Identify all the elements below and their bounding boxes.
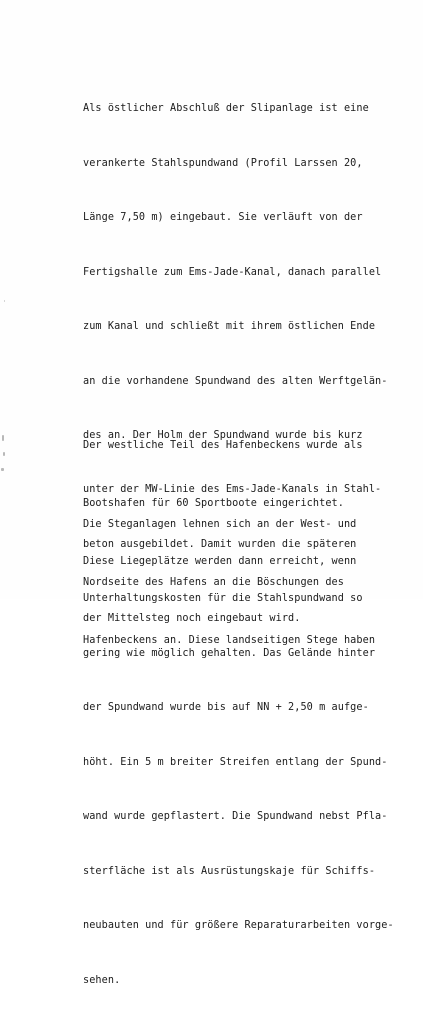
text-line: Länge 7,50 m) eingebaut. Sie verläuft von der [83,212,363,224]
text-line: gering wie möglich gehalten. Das Gelände hinter [83,647,376,659]
text-line: Fertigshalle zum Ems-Jade-Kanal, danach parallel [83,266,382,278]
text-line: Hafenbeckens an. Diese landseitigen Stege haben [83,634,376,646]
text-line: Der westliche Teil des Hafenbeckens wurde als [83,440,363,452]
text-line: höht. Ein 5 m breiter Streifen entlang der Spund- [83,756,388,768]
text-line: wand wurde gepflastert. Die Spundwand nebst Pfla- [83,811,388,823]
text-line: an die vorhandene Spundwand des alten Werftgelän- [83,375,388,387]
text-line: sterfläche ist als Ausrüstungskaje für Schiffs- [83,865,376,877]
text-line: sehen. [83,974,121,986]
text-line: Die Steganlagen lehnen sich an der West- und [83,519,357,531]
text-line: Bootshafen für 60 Sportboote eingerichtet. [83,498,344,509]
text-line: verankerte Stahlspundwand (Profil Larssen 20, [83,157,363,169]
text-line: neubauten und für größere Reparaturarbeiten vorge- [83,920,394,932]
text-line: Unterhaltungskosten für die Stahlspundwand so [83,593,363,605]
scan-speck [1,468,4,471]
text-line: der Spundwand wurde bis auf NN + 2,50 m aufge- [83,702,369,714]
text-line: Nordseite des Hafens an die Böschungen des [83,577,344,588]
text-line: beton ausgebildet. Damit wurden die späteren [83,538,357,550]
scan-speck [3,452,5,456]
text-line: zum Kanal und schließt mit ihrem östlichen Ende [83,321,376,333]
text-line: unter der MW-Linie des Ems-Jade-Kanals in Stahl- [83,484,382,496]
text-line: der Mittelsteg noch eingebaut wird. [83,613,301,625]
paragraph-jetty-facilities [83,477,375,688]
text-line: Diese Liegeplätze werden dann erreicht, wenn [83,555,357,567]
scan-speck [2,435,4,441]
text-line: Als östlicher Abschluß der Slipanlage ist eine [83,103,369,115]
text-line: des an. Der Holm der Spundwand wurde bis kurz [83,430,363,442]
scan-speck [4,300,5,302]
